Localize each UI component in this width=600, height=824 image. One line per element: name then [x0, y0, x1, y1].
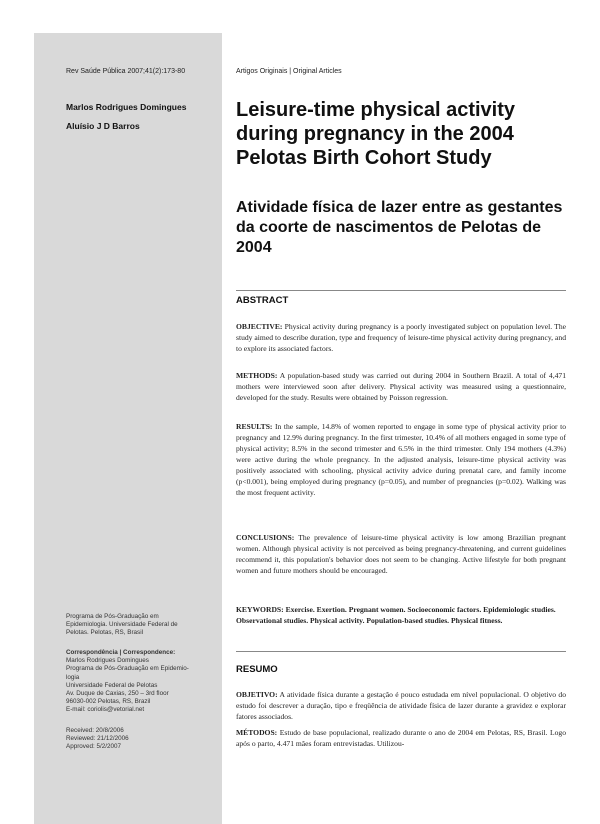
affiliation-line: Programa de Pós-Graduação em: [66, 613, 159, 620]
keywords-text: Exercise. Exertion. Pregnant women. Socioeconomic factors. Epidemiologic studies. Observational studies. Physical activity. Population-based studies. Physical fitness.: [236, 605, 556, 625]
abstract-heading: ABSTRACT: [236, 295, 289, 306]
correspondence-line: Programa de Pós-Graduação em Epidemio-: [66, 665, 189, 673]
methods-text: A population-based study was carried out during 2004 in Southern Brazil. A total of 4,471 mothers were interviewed soon after delivery. Physical activity was measured using a questionnaire, developed for the study. Results were obtained by Poisson regression.: [236, 371, 566, 402]
author-name: Marlos Rodrigues Domingues: [66, 102, 187, 112]
objetivo-text: A atividade física durante a gestação é pouco estudada em nível populacional. O objetivo do estudo foi descrever a duração, tipo e freqüência de atividade física de lazer durante a gravidez e explorar fatores associados.: [236, 690, 566, 721]
abstract-conclusions: [236, 532, 566, 576]
date-reviewed: Reviewed: 21/12/2006: [66, 735, 129, 743]
correspondence-line: 96030-002 Pelotas, RS, Brazil: [66, 698, 151, 706]
abstract-results: [236, 421, 566, 498]
correspondence-block: [66, 649, 216, 715]
resumo-heading: RESUMO: [236, 664, 278, 675]
author-name: Aluísio J D Barros: [66, 121, 140, 131]
date-received: Received: 20/8/2006: [66, 727, 124, 734]
affiliation-block: [66, 613, 216, 638]
date-approved: Approved: 5/2/2007: [66, 743, 121, 751]
article-title-english: Leisure-time physical activity during pregnancy in the 2004 Pelotas Birth Cohort Study: [236, 99, 516, 169]
abstract-objective: [236, 321, 566, 354]
affiliation-line: Epidemiologia. Universidade Federal de: [66, 621, 178, 629]
section-label: Artigos Originais | Original Articles: [236, 68, 342, 75]
conclusions-text: The prevalence of leisure-time physical activity is low among Brazilian pregnant women. Although physical activity is not perceived as being pregnancy-threatening, and current guidelines recommend it, this population's behavior does not seem to be changing. Active lifestyle for both pregnant women and future mothers should be encouraged.: [236, 533, 567, 575]
keywords-label: KEYWORDS:: [236, 605, 284, 614]
abstract-keywords: [236, 604, 566, 626]
conclusions-label: CONCLUSIONS:: [236, 533, 295, 542]
correspondence-email[interactable]: E-mail: coriolis@vetorial.net: [66, 706, 145, 714]
resumo-metodos: [236, 727, 566, 749]
correspondence-label: Correspondência | Correspondence:: [66, 649, 176, 656]
metodos-label: MÉTODOS:: [236, 728, 278, 737]
abstract-methods: [236, 370, 566, 403]
section-divider: [236, 651, 566, 652]
journal-reference: Rev Saúde Pública 2007;41(2):173-80: [66, 68, 186, 75]
methods-label: METHODS:: [236, 371, 278, 380]
correspondence-line: Marlos Rodrigues Domingues: [66, 657, 149, 665]
correspondence-line: logia: [66, 673, 80, 681]
objective-text: Physical activity during pregnancy is a poorly investigated subject on population level. The study aimed to describe duration, type and frequency of leisure-time physical activity during pregnancy, and to explore its associated factors.: [236, 322, 566, 353]
correspondence-line: Universidade Federal de Pelotas: [66, 681, 158, 689]
dates-block: [66, 727, 216, 752]
objective-label: OBJECTIVE:: [236, 322, 283, 331]
resumo-objetivo: [236, 689, 566, 722]
affiliation-line: Pelotas. Pelotas, RS, Brasil: [66, 629, 143, 637]
results-text: In the sample, 14.8% of women reported to engage in some type of physical activity prior to pregnancy and 12.9% during pregnancy. In the first trimester, 10.4% of all mothers engaged in some type of physical activity; 8.5% in the second trimester and 6.5% in the third trimester. Only 194 mothers (4.3%) were active during the whole pregnancy. In the adjusted analysis, leisure-time physical activity was positively associated with schooling, physical activity advice during prenatal care, and family income (p<0.001), being employed during pregnancy (p=0.05), and number of pregnancies (p=0.02). Walking was the most frequent activity.: [236, 422, 566, 497]
article-title-portuguese: Atividade física de lazer entre as gestantes da coorte de nascimentos de Pelotas de 2004: [236, 199, 563, 256]
results-label: RESULTS:: [236, 422, 273, 431]
correspondence-line: Av. Duque de Caxias, 250 – 3rd floor: [66, 690, 169, 698]
section-divider: [236, 290, 566, 291]
objetivo-label: OBJETIVO:: [236, 690, 278, 699]
metodos-text: Estudo de base populacional, realizado durante o ano de 2004 em Pelotas, RS, Brasil. Logo após o parto, 4.471 mães foram entrevistadas. Utilizou-: [236, 728, 566, 748]
